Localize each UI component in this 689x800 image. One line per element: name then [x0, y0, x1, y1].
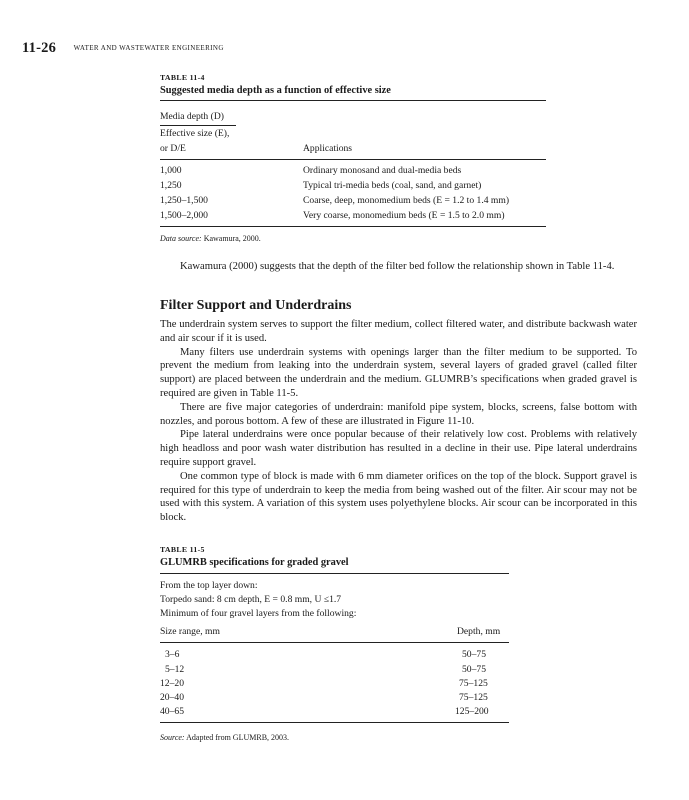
- table-row-application: Very coarse, monomedium beds (E = 1.5 to 2.0 mm): [303, 210, 505, 221]
- table-row-depth: 75–125: [459, 678, 488, 689]
- table-11-4-title: Suggested media depth as a function of effective size: [160, 85, 391, 96]
- table-11-5-bottom-rule: [160, 722, 509, 723]
- page-header: [22, 40, 224, 57]
- table-11-4-header-rule: [160, 159, 546, 160]
- table-row-size: 5–12: [165, 664, 185, 675]
- table-row-depth: 50–75: [462, 664, 486, 675]
- table-row-application: Ordinary monosand and dual-media beds: [303, 165, 462, 176]
- table-row-application: Typical tri-media beds (coal, sand, and garnet): [303, 180, 482, 191]
- source-label: Source:: [160, 733, 185, 742]
- table-11-4-label: TABLE 11-4: [160, 73, 205, 82]
- table-11-4-col1-header-line2: Effective size (E),: [160, 128, 230, 139]
- table-row-ratio: 1,000: [160, 165, 182, 176]
- table-11-4-col2-header: Applications: [303, 143, 353, 154]
- table-11-5-col1-header: Size range, mm: [160, 626, 220, 637]
- table-row-depth: 50–75: [462, 649, 486, 660]
- table-11-5-label: TABLE 11-5: [160, 545, 205, 554]
- table-11-4-col1-header-line3: or D/E: [160, 143, 186, 154]
- fraction-rule: [160, 125, 236, 126]
- section-body: [160, 318, 637, 525]
- table-row-size: 20–40: [160, 692, 184, 703]
- section-title: Filter Support and Underdrains: [160, 298, 352, 313]
- body-paragraph: The underdrain system serves to support the filter medium, collect filtered water, and distribute backwash water and air scour if it is used.: [160, 319, 637, 344]
- table-11-5-title: GLUMRB specifications for graded gravel: [160, 557, 349, 568]
- body-paragraph: One common type of block is made with 6 mm diameter orifices on the top of the block. Support gravel is required for this type of underdrain to keep the media from being washed out of the filter. Air scour may not be used with this system. A variation of this system uses polyethylene blocks. Air scour can be incorporated in this block.: [160, 470, 637, 524]
- table-row-ratio: 1,500–2,000: [160, 210, 208, 221]
- table-11-4-col1-header-line1: Media depth (D): [160, 111, 224, 122]
- table-11-4-top-rule: [160, 100, 546, 101]
- table-row-ratio: 1,250–1,500: [160, 195, 208, 206]
- table-11-5-top-rule: [160, 573, 509, 574]
- table-11-5-note: Minimum of four gravel layers from the following:: [160, 608, 357, 619]
- source-text: Adapted from GLUMRB, 2003.: [186, 733, 290, 742]
- table-11-5-source: [160, 733, 289, 742]
- source-text: Kawamura, 2000.: [203, 234, 261, 243]
- page-number: 11-26: [22, 40, 57, 56]
- body-paragraph: Many filters use underdrain systems with openings larger than the filter medium to be supported. To prevent the medium from leaking into the underdrain system, several layers of graded gravel (called filter support) are placed between the underdrain and the medium. GLUMRB’s specifications when graded gravel is required are given in Table 11-5.: [160, 346, 637, 399]
- table-row-depth: 75–125: [459, 692, 488, 703]
- table-row-application: Coarse, deep, monomedium beds (E = 1.2 to 1.4 mm): [303, 195, 510, 206]
- body-paragraph: There are five major categories of underdrain: manifold pipe system, blocks, screens, false bottom with nozzles, and porous bottom. A few of these are illustrated in Figure 11-10.: [160, 401, 637, 427]
- table-row-size: 3–6: [165, 649, 180, 660]
- body-paragraph: Pipe lateral underdrains were once popular because of their relatively low cost. Problems with relatively high headloss and poor wash water distribution has resulted in a decline in their use. Pipe lateral underdrains require support gravel.: [160, 429, 637, 468]
- intro-paragraph: Kawamura (2000) suggests that the depth of the filter bed follow the relationship shown in Table 11-4.: [180, 261, 615, 272]
- table-row-ratio: 1,250: [160, 180, 182, 191]
- running-title: WATER AND WASTEWATER ENGINEERING: [73, 44, 224, 52]
- table-11-4-bottom-rule: [160, 226, 546, 227]
- table-row-size: 40–65: [160, 706, 184, 717]
- table-row-depth: 125–200: [455, 706, 489, 717]
- table-11-5-header-rule: [160, 642, 509, 643]
- table-11-5-note: Torpedo sand: 8 cm depth, E = 0.8 mm, U ≤1.7: [160, 594, 342, 605]
- table-11-5-note: From the top layer down:: [160, 580, 258, 591]
- table-row-size: 12–20: [160, 678, 184, 689]
- table-11-5-col2-header: Depth, mm: [457, 626, 501, 637]
- table-11-4-source: [160, 234, 261, 243]
- source-label: Data source:: [160, 234, 202, 243]
